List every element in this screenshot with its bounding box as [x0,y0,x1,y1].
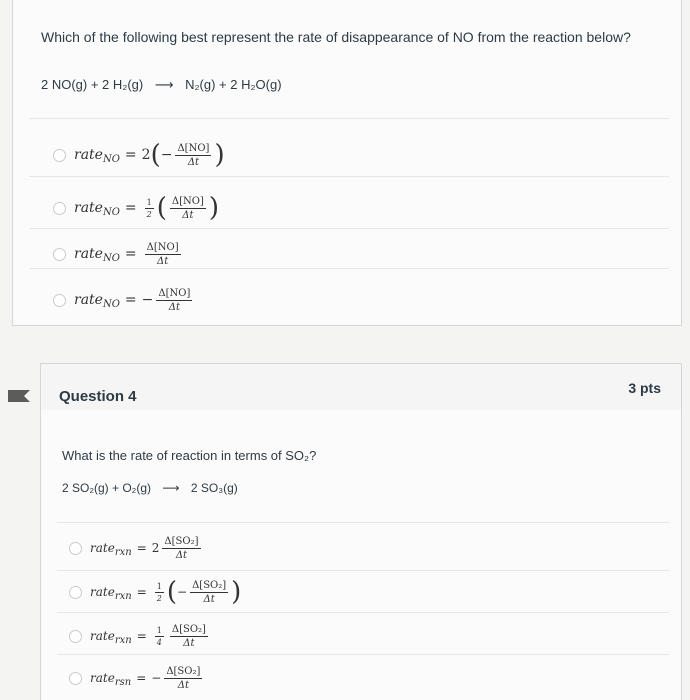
denominator: Δt [157,255,169,267]
divider [57,612,669,613]
equals-sign: = [124,246,137,262]
question-3-option-b[interactable] [53,188,219,228]
rate-subscript: NO [102,298,120,310]
radio-button[interactable] [53,149,66,162]
numerator: Δ[SO₂] [164,535,199,547]
fraction [190,580,228,605]
rate-label: rate [74,200,103,216]
question-4-equation [62,481,238,495]
numerator: 1 [146,197,152,207]
divider [57,522,669,523]
sign: − [160,147,173,163]
radio-button[interactable] [69,586,82,599]
question-4-option-a[interactable] [69,528,204,568]
numerator: Δ[NO] [171,195,204,207]
question-3-prompt: Which of the following best represent the rate of disappearance of NO from the reaction below? [41,29,631,45]
question-3-panel [12,0,682,326]
rate-subscript: NO [102,153,120,165]
question-3-option-d[interactable] [53,280,195,320]
equals-sign: = [136,629,147,643]
denominator: 2 [146,209,152,219]
divider [29,118,669,119]
fraction [156,288,192,313]
bookmark-flag-icon[interactable] [8,390,30,402]
right-paren: ) [208,193,220,223]
option-math [74,142,225,168]
equation-arrow: ⟶ [154,77,174,92]
equation-arrow: ⟶ [162,481,180,495]
coefficient-fraction [155,582,164,603]
denominator: Δt [182,209,194,221]
equation-reactants: 2 SO₂(g) + O₂(g) [62,481,152,495]
question-4-option-c[interactable] [69,616,211,656]
rate-subscript: rsn [114,676,132,688]
numerator: Δ[SO₂] [192,579,227,591]
equals-sign: = [136,541,147,555]
right-paren: ) [214,140,225,170]
coefficient-fraction [145,198,154,219]
rate-label: rate [90,541,115,555]
right-paren: ) [231,577,242,607]
radio-button[interactable] [53,248,66,261]
rate-label: rate [74,292,103,308]
equals-sign: = [136,671,147,685]
divider [57,570,669,571]
radio-button[interactable] [69,672,82,685]
sign: − [177,585,188,599]
rate-label: rate [74,246,103,262]
radio-button[interactable] [69,542,82,555]
equals-sign: = [136,585,147,599]
fraction [175,143,211,168]
equation-products: 2 SO₃(g) [190,481,238,495]
denominator: Δt [203,593,215,605]
left-paren: ( [150,140,161,170]
denominator: Δt [183,637,195,649]
rate-label: rate [74,147,103,163]
numerator: Δ[SO₂] [171,623,206,635]
equation-products: N₂(g) + 2 H₂O(g) [185,77,282,92]
numerator: Δ[NO] [158,287,191,299]
divider [29,268,669,269]
rate-subscript: NO [102,252,120,264]
option-math [90,624,211,649]
rate-subscript: rxn [114,634,132,646]
radio-button[interactable] [69,630,82,643]
sign: − [141,292,154,308]
equals-sign: = [124,147,137,163]
option-math [74,242,184,267]
denominator: Δt [187,156,200,168]
numerator: Δ[SO₂] [166,665,201,677]
rate-label: rate [90,585,115,599]
question-4-points: 3 pts [628,380,661,396]
denominator: Δt [175,549,188,561]
option-math [90,536,204,561]
equals-sign: = [124,200,137,216]
rate-subscript: NO [102,206,120,218]
question-4-header [40,363,682,411]
question-3-option-a[interactable] [53,135,225,175]
coefficient: 2 [151,541,160,555]
numerator: 1 [156,581,162,591]
option-math [90,579,241,605]
numerator: 1 [156,625,162,635]
numerator: Δ[NO] [177,142,210,154]
question-4-option-d[interactable] [69,658,205,698]
left-paren: ( [166,577,178,607]
equals-sign: = [124,292,137,308]
divider [29,176,669,177]
rate-subscript: rxn [114,546,132,558]
rate-label: rate [90,629,115,643]
question-4-title: Question 4 [59,388,137,405]
left-paren: ( [156,193,167,223]
rate-label: rate [90,671,115,685]
divider [29,228,669,229]
fraction [162,536,200,561]
fraction [164,666,202,691]
fraction [145,242,181,267]
numerator: Δ[NO] [146,241,179,253]
question-3-equation [41,77,282,93]
option-math [74,195,219,221]
question-4-panel [40,410,682,700]
radio-button[interactable] [53,202,66,215]
option-math [74,288,195,313]
denominator: Δt [168,301,180,313]
question-4-prompt: What is the rate of reaction in terms of SO₂? [62,448,317,463]
divider [57,654,669,655]
denominator: 2 [156,593,162,603]
option-math [90,666,205,691]
denominator: Δt [177,679,189,691]
question-4-option-b[interactable] [69,572,241,612]
coefficient-fraction [155,626,164,647]
coefficient: 2 [141,147,151,163]
sign: − [151,671,162,685]
fraction [170,624,208,649]
equation-reactants: 2 NO(g) + 2 H₂(g) [41,77,144,92]
radio-button[interactable] [53,294,66,307]
fraction [170,196,206,221]
rate-subscript: rxn [114,590,132,602]
denominator: 4 [156,637,162,647]
